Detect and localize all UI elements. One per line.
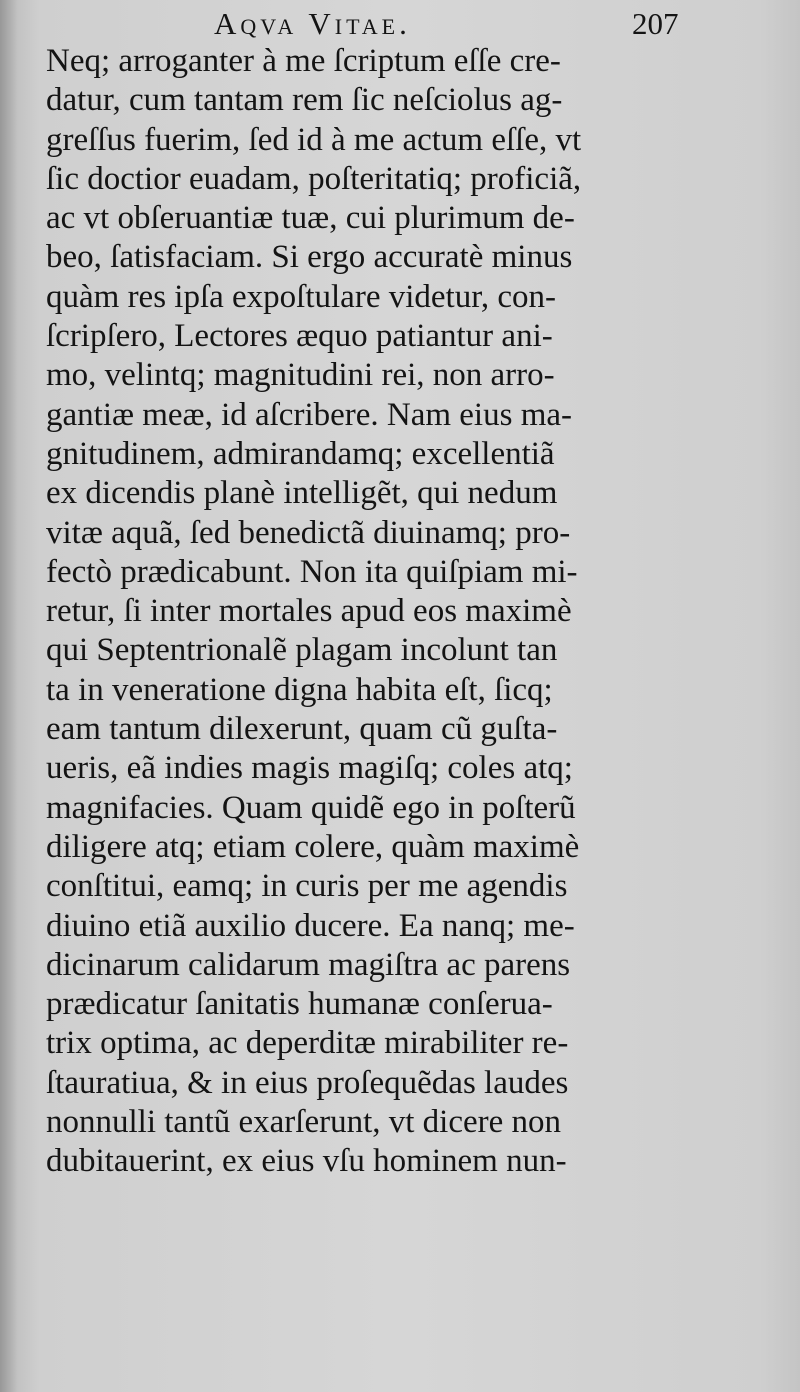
text-line: magnifacies. Quam quidẽ ego in poſterũ (46, 789, 576, 826)
running-title: Aqva Vitae. (214, 6, 411, 41)
text-line: nonnulli tantũ exarſerunt, vt dicere non (46, 1104, 562, 1141)
text-line: greſſus fuerim, ſed id à me actum eſſe, vt (46, 121, 582, 158)
text-line: diuino etiã auxilio ducere. Ea nanq; me- (46, 907, 575, 944)
text-line: diligere atq; etiam colere, quàm maximè (46, 828, 580, 865)
gutter-shadow (0, 0, 18, 1392)
text-line: fectò prædicabunt. Non ita quiſpiam mi- (46, 553, 578, 590)
text-line: eam tantum dilexerunt, quam cũ guſta- (46, 711, 558, 748)
text-line: prædicatur ſanitatis humanæ conſerua- (46, 986, 553, 1023)
text-line: ex dicendis planè intelligẽt, qui nedum (46, 475, 558, 512)
page-number: 207 (632, 6, 679, 41)
text-line: datur, cum tantam rem ſic neſciolus ag- (46, 82, 563, 119)
text-line: gantiæ meæ, id aſcribere. Nam eius ma- (46, 396, 573, 433)
text-line: ta in veneratione digna habita eſt, ſicq; (46, 671, 553, 708)
text-block (46, 42, 686, 1182)
text-line: qui Septentrionalẽ plagam incolunt tan (46, 632, 558, 669)
text-line: ſic doctior euadam, poſteritatiq; proficiã, (46, 160, 582, 197)
text-line: conſtitui, eamq; in curis per me agendis (46, 868, 568, 905)
text-line: Neq; arroganter à me ſcriptum eſſe cre- (46, 43, 561, 79)
text-line: dicinarum calidarum magiſtra ac parens (46, 946, 571, 983)
text-line: quàm res ipſa expoſtulare videtur, con- (46, 278, 557, 315)
text-line: ac vt obſeruantiæ tuæ, cui plurimum de- (46, 200, 575, 237)
text-line: ſtauratiua, & in eius proſequẽdas laudes (46, 1064, 569, 1101)
text-line: beo, ſatisfaciam. Si ergo accuratè minus (46, 239, 573, 276)
text-line: ueris, eã indies magis magiſq; coles atq; (46, 750, 573, 787)
text-line: mo, velintq; magnitudini rei, non arro- (46, 357, 555, 394)
text-line: retur, ſi inter mortales apud eos maximè (46, 593, 572, 630)
text-line: dubitauerint, ex eius vſu hominem nun- (46, 1143, 567, 1180)
page-header (0, 2, 800, 42)
text-line: gnitudinem, admirandamq; excellentiã (46, 435, 555, 472)
text-line: vitæ aquã, ſed benedictã diuinamq; pro- (46, 514, 571, 551)
text-line: trix optima, ac deperditæ mirabiliter re- (46, 1025, 569, 1062)
text-line: ſcripſero, Lectores æquo patiantur ani- (46, 318, 553, 355)
